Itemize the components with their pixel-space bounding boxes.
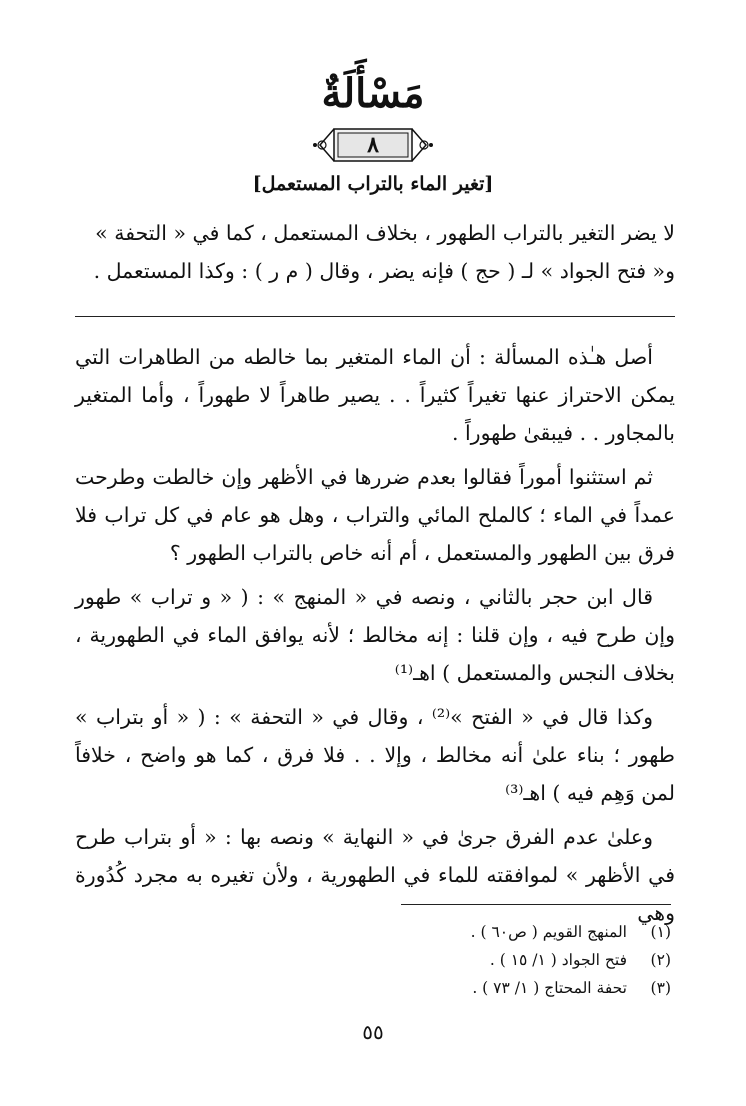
page-number: ٥٥: [362, 1020, 384, 1044]
summary-block: [75, 214, 675, 290]
paragraph: أصل هـٰذه المسألة : أن الماء المتغير بما خالطه من الطاهرات التي يمكن الاحتراز عنها تغيراً كثيراً . . يصير طاهراً لا طهوراً ، وأما المتغير بالمجاور . . فيبقىٰ طهوراً .: [75, 345, 675, 445]
issue-number-frame: [312, 126, 434, 164]
footnote-text: تحفة المحتاج ( ١/ ٧٣ ) .: [472, 979, 627, 997]
footnote-number: (١): [650, 923, 671, 941]
footnote-divider: [401, 904, 671, 905]
paragraph: قال ابن حجر بالثاني ، ونصه في « المنهج » : ( « و تراب » طهور وإن طرح فيه ، وإن قلنا : إنه مخالط ؛ لأنه يوافق الماء في الطهورية ، بخلاف النجس والمستعمل ) اهـ⁽¹⁾: [75, 585, 675, 685]
summary-line-2: و« فتح الجواد » لـ ( حج ) فإنه يضر ، وقال ( م ر ) : وكذا المستعمل .: [93, 259, 675, 283]
footnote-text: فتح الجواد ( ١/ ١٥ ) .: [489, 951, 627, 969]
paragraph: وعلىٰ عدم الفرق جرىٰ في « النهاية » ونصه بها : « أو بتراب طرح في الأظهر » لموافقته للماء في الطهورية ، ولأن تغيره به مجرد كُدُورة وهي: [75, 825, 675, 925]
issue-number: ٨: [367, 132, 379, 158]
footnote-item: [371, 918, 671, 946]
section-divider: [75, 316, 675, 317]
paragraph: ثم استثنوا أموراً فقالوا بعدم ضررها في الأظهر وإن خالطت وطرحت عمداً في الماء ؛ كالملح المائي والتراب ، وهل هو عام في كل تراب فلا فرق بين الطهور والمستعمل ، أم أنه خاص بالتراب الطهور ؟: [75, 465, 675, 565]
paragraph: وكذا قال في « الفتح »⁽²⁾ ، وقال في « التحفة » : ( « أو بتراب » طهور ؛ بناء علىٰ أنه مخالط ، وإلا . . فلا فرق ، كما هو واضح ، خلافاً لمن وَهِم فيه ) اهـ⁽³⁾: [75, 705, 675, 805]
footnote-text: المنهج القويم ( ص٦٠ ) .: [470, 923, 627, 941]
chapter-heading: مَسْأَلَةٌ: [321, 70, 425, 117]
footnote-item: [371, 946, 671, 974]
body-text: [75, 338, 675, 932]
issue-subtitle: [تغير الماء بالتراب المستعمل]: [252, 173, 494, 195]
footnote-item: [371, 974, 671, 1002]
footnote-number: (٣): [650, 979, 671, 997]
summary-line-1: لا يضر التغير بالتراب الطهور ، بخلاف المستعمل ، كما في « التحفة »: [95, 221, 675, 245]
footnotes: [371, 918, 671, 1002]
footnote-number: (٢): [650, 951, 671, 969]
